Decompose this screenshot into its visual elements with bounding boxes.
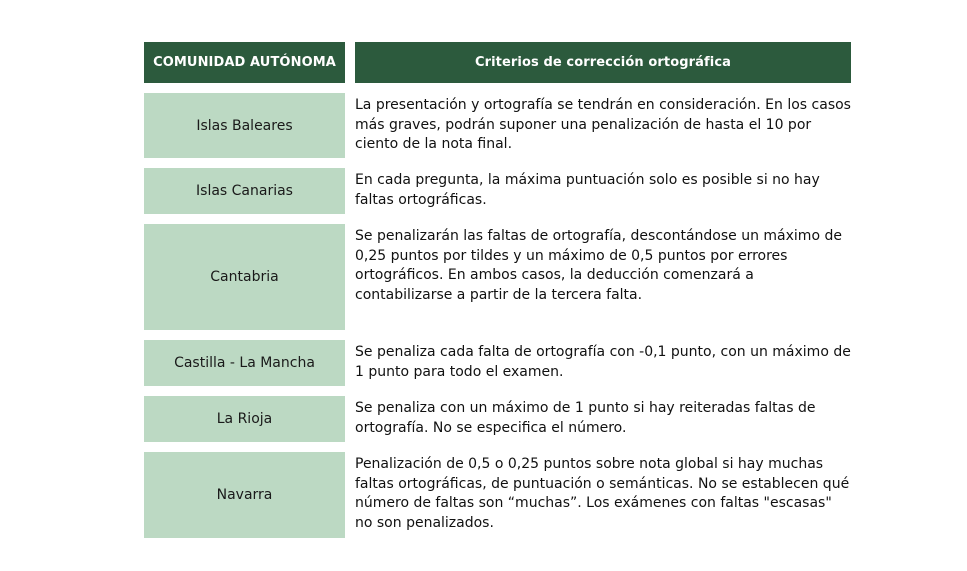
- region-cell: Cantabria: [144, 224, 345, 330]
- criteria-cell: La presentación y ortografía se tendrán en consideración. En los casos más graves, podrán suponer una penalización de hasta el 10 por ciento de la nota final.: [355, 97, 851, 153]
- table-row: [144, 224, 851, 330]
- table-header-row: [144, 42, 851, 83]
- region-cell: Islas Baleares: [144, 93, 345, 158]
- column-header-criteria: Criterios de corrección ortográfica: [355, 42, 851, 83]
- criteria-cell: Penalización de 0,5 o 0,25 puntos sobre nota global si hay muchas faltas ortográficas, de puntuación o semánticas. No se establecen qué número de faltas son “muchas”. Los exámenes con faltas "escasas" no son penalizados.: [355, 456, 850, 531]
- column-header-region: COMUNIDAD AUTÓNOMA: [144, 42, 345, 83]
- region-cell: Castilla - La Mancha: [144, 340, 345, 386]
- table-row: [144, 168, 851, 214]
- criteria-cell: En cada pregunta, la máxima puntuación solo es posible si no hay faltas ortográficas.: [355, 172, 820, 208]
- criteria-cell: Se penalizarán las faltas de ortografía, descontándose un máximo de 0,25 puntos por tildes y un máximo de 0,5 puntos por errores ortográficos. En ambos casos, la deducción comenzará a contabilizarse a partir de la tercera falta.: [355, 228, 842, 303]
- orthography-criteria-table: [144, 42, 851, 538]
- table-row: [144, 452, 851, 538]
- table-row: [144, 396, 851, 442]
- table-row: [144, 93, 851, 158]
- criteria-cell: Se penaliza con un máximo de 1 punto si hay reiteradas faltas de ortografía. No se especifica el número.: [355, 400, 816, 436]
- region-cell: Navarra: [144, 452, 345, 538]
- region-cell: Islas Canarias: [144, 168, 345, 214]
- criteria-cell: Se penaliza cada falta de ortografía con -0,1 punto, con un máximo de 1 punto para todo el examen.: [355, 344, 851, 380]
- region-cell: La Rioja: [144, 396, 345, 442]
- table-row: [144, 340, 851, 386]
